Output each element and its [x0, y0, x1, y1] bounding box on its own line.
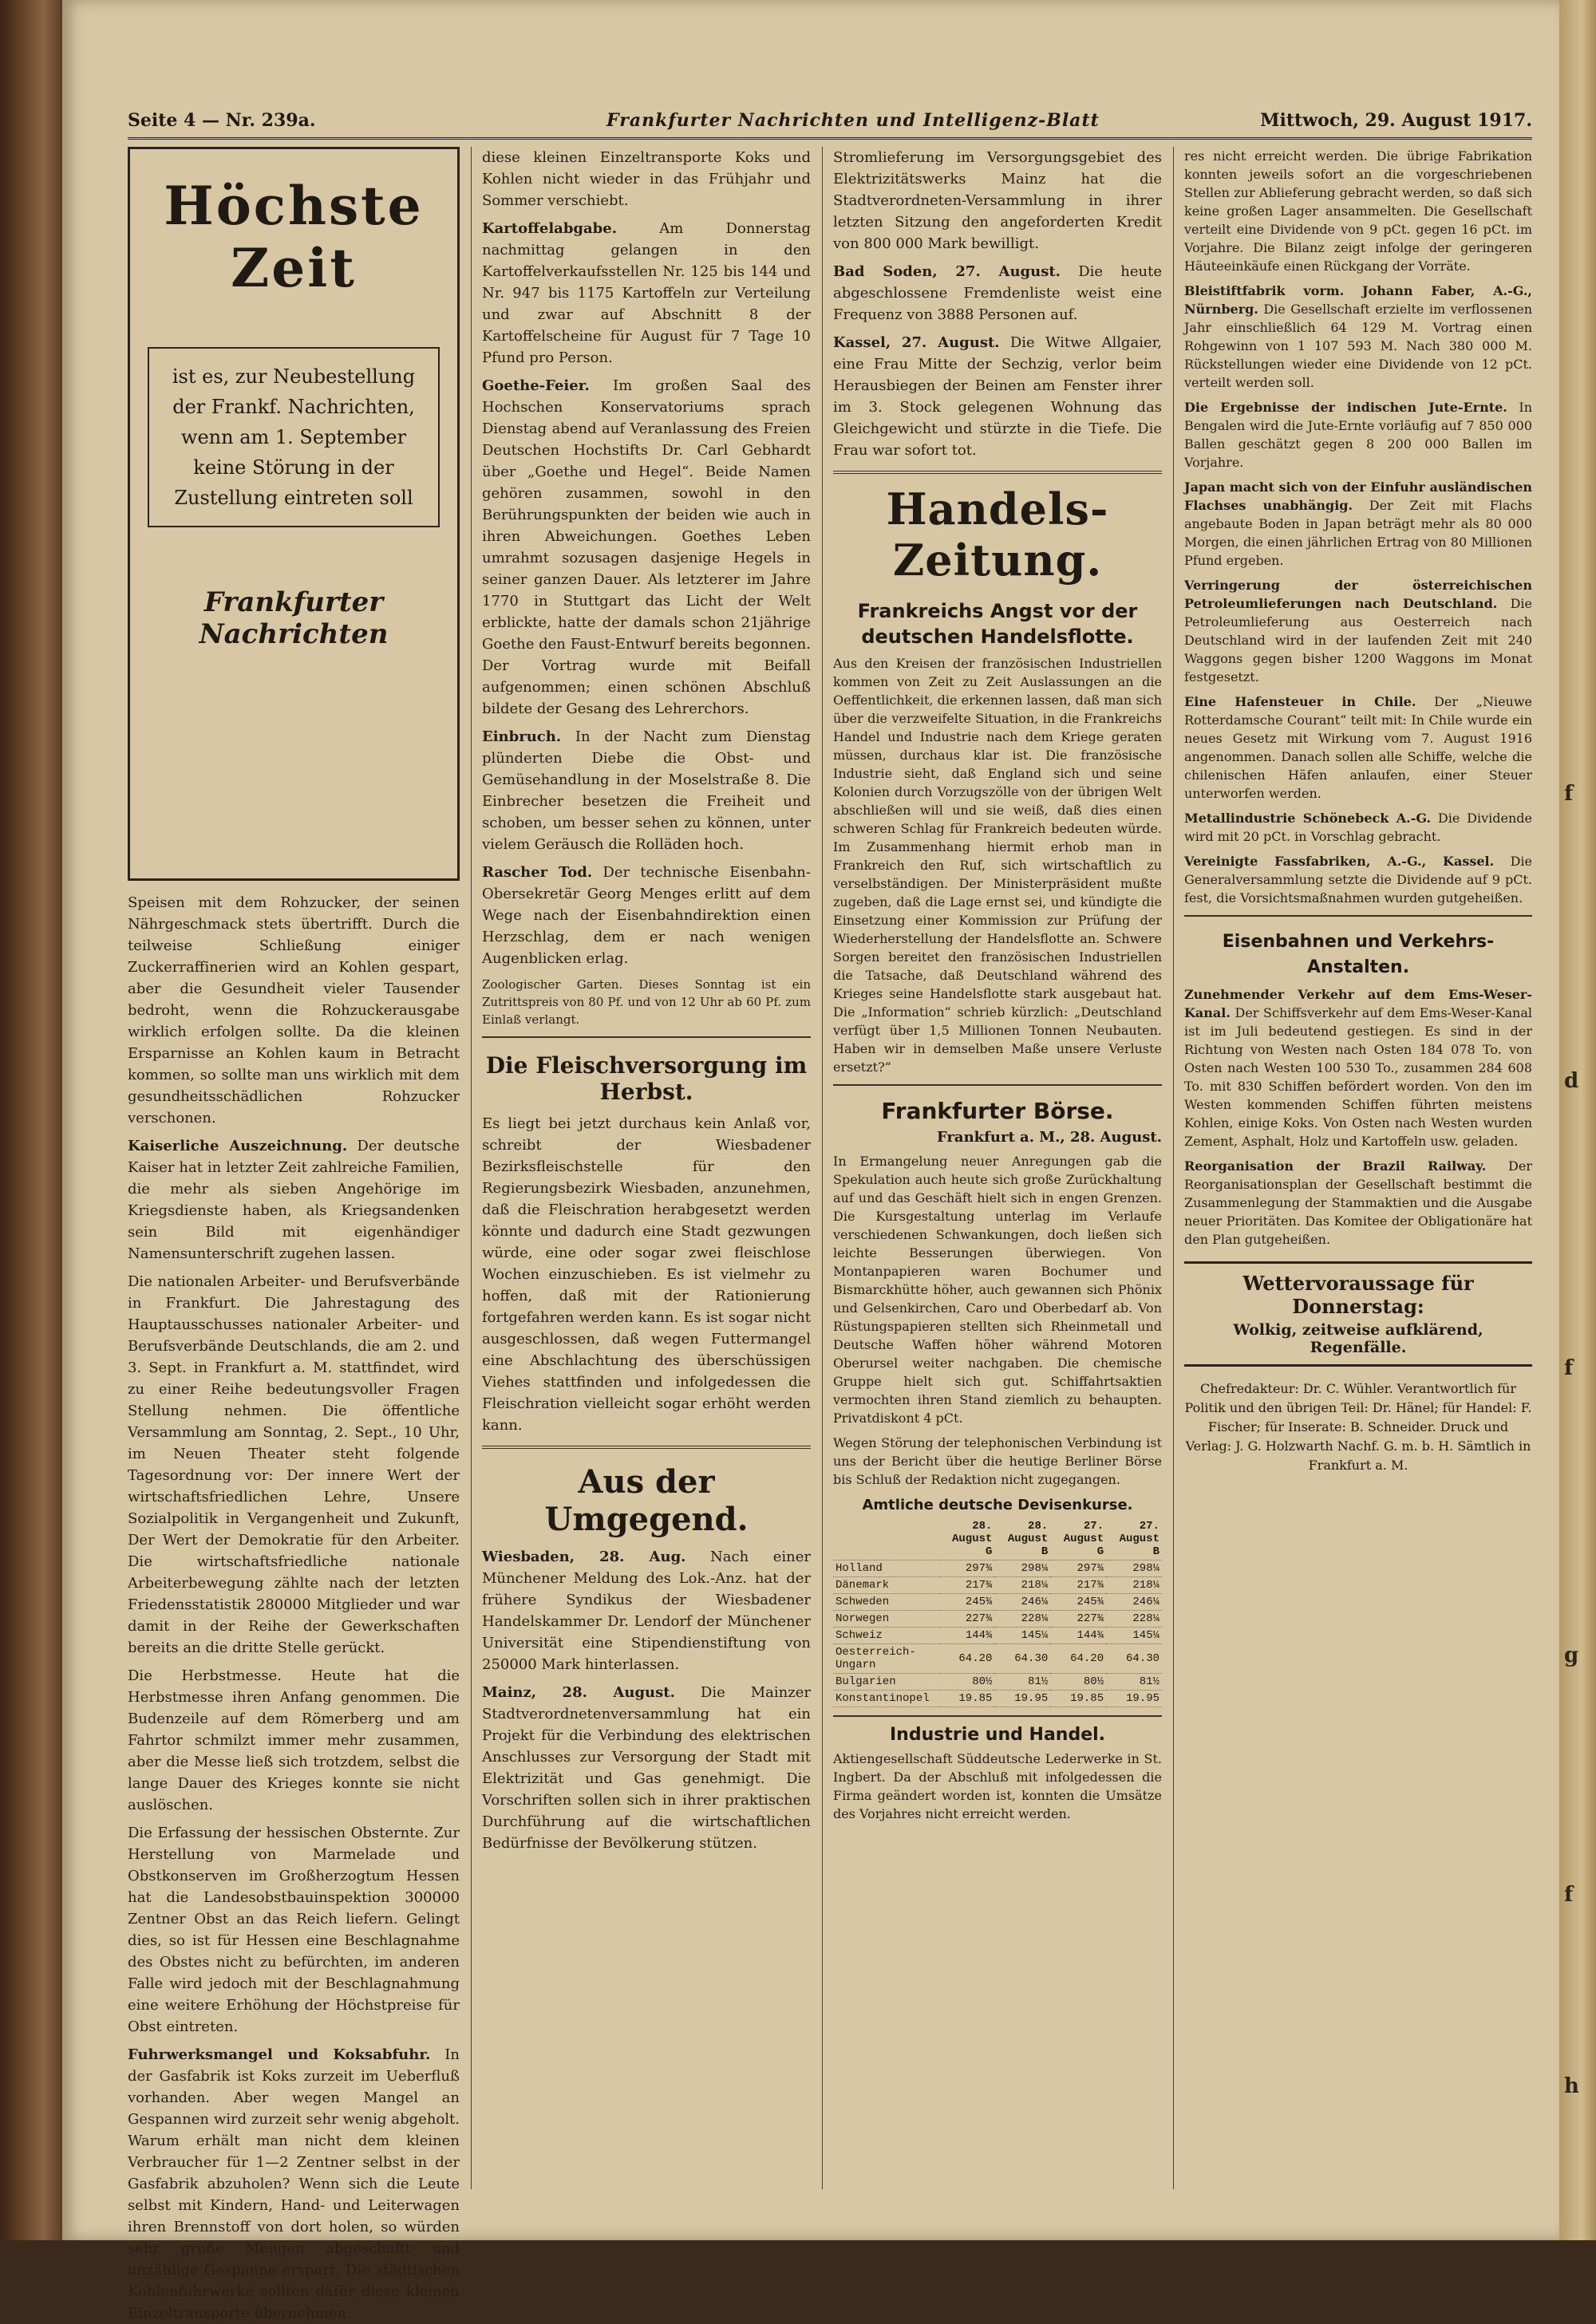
paragraph-text: Der deutsche Kaiser hat in letzter Zeit zahlreiche Familien, die mehr als sieben Angehörige im Kriegsdienste haben, als Kriegsandenken sein Bild mit eigenhändiger Namensunterschrift zugehen lassen. — [128, 1138, 460, 1262]
table-cell: 297¾ — [1050, 1561, 1106, 1577]
article-paragraph: Wegen Störung der telephonischen Verbindung ist uns der Bericht über die heutige Berliner Börse bis Schluß der Redaktion nicht zugegangen. — [833, 1435, 1162, 1487]
weather-forecast — [1184, 1261, 1532, 1367]
runin-heading: Bleistiftfabrik vorm. Johann Faber, A.-G., Nürnberg. — [1184, 283, 1532, 317]
table-cell: 228¼ — [994, 1611, 1050, 1628]
divider — [833, 471, 1162, 474]
paragraph-text: Die Gesellschaft erzielte im verflossenen Jahr einschließlich 64 129 M. Vortrag einen Rohgewinn von 1 107 593 M. Nach 380 000 M. Rückstellungen wieder eine Dividende von 12 pCt. verteilt werden soll. — [1184, 302, 1532, 390]
imprint: Chefredakteur: Dr. C. Wühler. Verantwortlich für Politik und den übrigen Teil: Dr. Hänel; für Handel: F. Fischer; für Inserate: B. Schneider. Druck und Verlag: J. G. Holzwarth Nachf. G. m. b. H. Sämtlich in Frankfurt a. M. — [1184, 1381, 1532, 1473]
article-headline: Eisenbahnen und Verkehrs-Anstalten. — [1222, 932, 1495, 977]
table-cell: 217¾ — [939, 1577, 995, 1594]
weather-title: Wettervoraussage für Donnerstag: — [1242, 1272, 1474, 1318]
runin-heading: Metallindustrie Schönebeck A.-G. — [1184, 811, 1432, 826]
article-paragraph — [128, 1135, 460, 1265]
runin-heading: Kaiserliche Auszeichnung. — [128, 1138, 348, 1154]
paragraph-text: Der „Nieuwe Rotterdamsche Courant“ teilt mit: In Chile wurde ein neues Gesetz mit Wirkung vom 7. August 1916 angenommen. Danach sollen alle Schiffe, welche die chilenischen Häfen anlaufen, einer Steuer unterworfen werden. — [1184, 694, 1533, 801]
paragraph-text: Die Dividende wird mit 20 pCt. in Vorschlag gebracht. — [1184, 811, 1532, 844]
table-row — [833, 1577, 1162, 1594]
column-header: 28. August B — [994, 1518, 1050, 1561]
article-paragraph: In Ermangelung neuer Anregungen gab die Spekulation auch heute sich große Zurückhaltung auf und das Geschäft hielt sich in engen Grenzen. Die Kursgestaltung unterlag im Verlaufe verschiedenen Schwankungen, doch ließen sich leichte Besserungen überwiegen. Von Montanpapieren waren Bochumer und Bismarckhütte höher, auch gewannen sich Phönix und Gelsenkirchen, Caro und Oberbedarf ab. Von Rüstungspapieren stellten sich Rheinmetall und Deutsche Waffen höher während Motoren Oberursel weiter nachgaben. Die chemische Gruppe hielt sich gut. Schiffahrtsaktien vermochten ihren Stand ziemlich zu behaupten. Privatdiskont 4 pCt. — [833, 1154, 1162, 1426]
article-paragraph: Stromlieferung im Versorgungsgebiet des Elektrizitätswerks Mainz hat die Stadtverordneten-Versammlung in ihrer letzten Sitzung den angeforderten Kredit von 800 000 Mark bewilligt. — [833, 149, 1162, 252]
runin-heading: Kassel, 27. August. — [833, 334, 1000, 351]
column-3 — [833, 147, 1162, 2189]
paragraph-text: Der technische Eisenbahn-Obersekretär Georg Menges erlitt auf dem Wege nach der Eisenbahndirektion einen Herzschlag, dem er nach wenigen Augenblicken erlag. — [482, 864, 811, 967]
article-headline: Frankreichs Angst vor der deutschen Handelsflotte. — [857, 600, 1138, 648]
book-spine — [0, 0, 62, 2240]
table-cell: 64.30 — [994, 1644, 1050, 1674]
issue-date: Mittwoch, 29. August 1917. — [1260, 110, 1532, 131]
table-cell: Norwegen — [833, 1611, 939, 1628]
exchange-rate-table — [833, 1518, 1162, 1707]
article-paragraph: Aus den Kreisen der französischen Industriellen kommen von Zeit zu Zeit Auslassungen an die Oeffentlichkeit, die erkennen lassen, daß man sich über die verzweifelte Situation, in die Frankreichs Handel und Industrie nach dem Kriege geraten müssen, durchaus klar ist. Die französische Industrie sieht, daß England sich und seine Kolonien durch Vorzugszölle von der übrigen Welt abschließen will und sie weiß, daß dies einen schweren Schlag für Frankreich bedeuten würde. Im Zusammenhang hiermit erhob man in Frankreich den Ruf, sich wirtschaftlich zu verselbständigen. Der Ministerpräsident mußte zugeben, daß die Lage ernst sei, und kündigte die Einsetzung einer Kommission zur Prüfung der Wiederherstellung der Handelsflotte an. Schwere Sorgen bereitet den französischen Industriellen die Tatsache, daß Deutschland während des Krieges seine Handelsflotte stark ausgebaut hat. Die „Information“ schrieb kürzlich: „Deutschland verfügt über 1,5 Millionen Tonnen Neubauten. Haben wir in demselben Maße unsere Verluste ersetzt?“ — [833, 656, 1162, 1075]
table-cell: 64.20 — [939, 1644, 995, 1674]
runin-heading: Kartoffelabgabe. — [482, 220, 617, 237]
notice-title: Höchste Zeit — [164, 175, 424, 299]
runin-heading: Goethe-Feier. — [482, 377, 590, 394]
notice-brand: Frankfurter Nachrichten — [199, 586, 389, 650]
running-head — [128, 109, 1532, 140]
runin-heading: Bad Soden, 27. August. — [833, 263, 1061, 280]
article-headline: Die Fleischversorgung im Herbst. — [485, 1052, 808, 1105]
table-cell: 228¼ — [1106, 1611, 1162, 1628]
paragraph-text: Am Donnerstag nachmittag gelangen in den Kartoffelverkaufsstellen Nr. 125 bis 144 und Nr. 947 bis 1175 Kartoffeln zur Verteilung und zwar auf Abschnitt 8 der Kartoffelscheine für August für 7 Tage 10 Pfund pro Person. — [482, 220, 811, 366]
section-heading: Handels-Zeitung. — [886, 483, 1109, 586]
table-cell: 246¼ — [1106, 1594, 1162, 1611]
table-cell: 227¾ — [1050, 1611, 1106, 1628]
paragraph-text: Der Schiffsverkehr auf dem Ems-Weser-Kanal ist im Juli bedeutend gestiegen. Es sind in der Richtung von Westen nach Osten 184 078 To. von Osten nach Westen 100 530 To., zusammen 284 608 To. mit 830 Schiffen befördert worden. Von den im Westen kommenden Schiffen führten meistens Kohlen, einige Koks. Von Osten nach Westen wurden Zement, Asphalt, Holz und Kartoffeln usw. geladen. — [1184, 1005, 1532, 1149]
table-cell: 64.30 — [1106, 1644, 1162, 1674]
paragraph-text: Die Witwe Allgaier, eine Frau Mitte der Sechzig, verlor beim Herausbiegen der Beinen am Fenster ihrer im 3. Stock gelegenen Wohnung das Gleichgewicht und stürzte in die Tiefe. Die Frau war sofort tot. — [833, 334, 1162, 459]
article-paragraph — [482, 1682, 811, 1854]
runin-heading: Wiesbaden, 28. Aug. — [482, 1549, 686, 1565]
divider — [833, 1715, 1162, 1717]
column-4 — [1184, 147, 1532, 2189]
article-paragraph: Es liegt bei jetzt durchaus kein Anlaß vor, schreibt der Wiesbadener Bezirksfleischstelle für den Regierungsbezirk Wiesbaden, anzunehmen, daß die Fleischration herabgesetzt werden könnte und dadurch eine Stadt gezwungen würde, eine oder sogar zwei fleischlose Wochen einzuschieben. Es ist vielmehr zu hoffen, daß mit der Rationierung fortgefahren werden kann. Es ist sogar nicht ausgeschlossen, daß wegen Futtermangel eine Abschlachtung des überschüssigen Viehes stattfinden und infolgedessen die Fleischration vielleicht sogar erhöht werden kann. — [482, 1115, 811, 1434]
article-paragraph — [482, 726, 811, 855]
article-paragraph — [833, 261, 1162, 326]
runin-heading: Mainz, 28. August. — [482, 1684, 675, 1701]
column-rule — [1173, 147, 1174, 2189]
article-paragraph — [1184, 478, 1532, 570]
edge-letter: h — [1564, 2074, 1579, 2098]
masthead-title: Frankfurter Nachrichten und Intelligenz-Blatt — [606, 110, 1100, 131]
article-paragraph: diese kleinen Einzeltransporte Koks und Kohlen nicht wieder in das Frühjahr und Sommer verschiebt. — [482, 149, 811, 209]
table-cell: Dänemark — [833, 1577, 939, 1594]
subscription-notice — [128, 147, 460, 881]
article-paragraph — [1184, 852, 1532, 907]
runin-heading: Verringerung der österreichischen Petroleumlieferungen nach Deutschland. — [1184, 578, 1532, 611]
column-header: 28. August G — [939, 1518, 995, 1561]
page-number: Seite 4 — Nr. 239a. — [128, 110, 316, 131]
article-paragraph — [482, 218, 811, 369]
table-cell: 297¾ — [939, 1561, 995, 1577]
table-cell: 80½ — [939, 1674, 995, 1691]
article-paragraph — [1184, 576, 1532, 686]
table-cell: 80½ — [1050, 1674, 1106, 1691]
paragraph-text: Die Generalversammlung setzte die Dividende auf 9 pCt. fest, die Vorsichtsmaßnahmen wurden gutgeheißen. — [1184, 854, 1533, 906]
table-cell: Schweden — [833, 1594, 939, 1611]
table-cell: 145¼ — [1106, 1628, 1162, 1644]
runin-heading: Japan macht sich von der Einfuhr ausländischen Flachses unabhängig. — [1184, 479, 1532, 513]
article-paragraph: Zoologischer Garten. Dieses Sonntag ist ein Zutrittspreis von 80 Pf. und von 12 Uhr ab 60 Pf. zum Einlaß verlangt. — [482, 977, 811, 1027]
article-paragraph — [482, 862, 811, 969]
article-headline: Frankfurter Börse. — [881, 1098, 1114, 1124]
table-cell: 227¾ — [939, 1611, 995, 1628]
article-paragraph — [1184, 985, 1532, 1150]
article-paragraph — [482, 1546, 811, 1675]
table-cell: 245¾ — [939, 1594, 995, 1611]
edge-letter: f — [1564, 782, 1574, 806]
table-cell: 298¼ — [1106, 1561, 1162, 1577]
column-header: 27. August B — [1106, 1518, 1162, 1561]
edge-letter: g — [1564, 1643, 1579, 1667]
paragraph-text: Der Zeit mit Flachs angebaute Boden in Japan beträgt mehr als 80 000 Morgen, die einen jährlichen Ertrag von 80 Millionen Pfund ergeben. — [1184, 498, 1532, 568]
table-cell: 144¾ — [1050, 1628, 1106, 1644]
column-rule — [822, 147, 823, 2189]
table-cell: 19.95 — [994, 1691, 1050, 1707]
edge-letter: d — [1564, 1069, 1579, 1093]
paragraph-text: Die Petroleumlieferung aus Oesterreich nach Deutschland wird in der laufenden Zeit mit 240 Waggons gegen bisher 1200 Waggons im Monat festgesetzt. — [1184, 596, 1532, 685]
table-cell: 81½ — [1106, 1674, 1162, 1691]
table-cell: 64.20 — [1050, 1644, 1106, 1674]
table-cell: 246¼ — [994, 1594, 1050, 1611]
notice-body: ist es, zur Neubestellung der Frankf. Nachrichten, wenn am 1. September keine Störung in der Zustellung eintreten soll — [148, 347, 440, 527]
paragraph-text: In Bengalen wird die Jute-Ernte vorläufig auf 7 850 000 Ballen geschätzt gegen 8 200 000 Ballen im Vorjahre. — [1184, 400, 1533, 470]
paragraph-text: Der Reorganisationsplan der Gesellschaft bestimmt die Zusammenlegung der Stammaktien und die Ausgabe neuer Prioritäten. Das Komitee der Obligationäre hat den Plan gutgeheißen. — [1184, 1158, 1532, 1247]
table-cell: 19.85 — [939, 1691, 995, 1707]
table-cell: Schweiz — [833, 1628, 939, 1644]
weather-text: Wolkig, zeitweise aufklärend, Regenfälle. — [1233, 1321, 1483, 1356]
article-headline: Industrie und Handel. — [889, 1725, 1106, 1745]
column-2 — [482, 147, 811, 2189]
paragraph-text: In der Nacht zum Dienstag plünderten Diebe die Obst- und Gemüsehandlung in der Moselstraße 8. Die Einbrecher besetzen die Freiheit und schoben, um besser sehen zu können, unter vielem Geräusch die Rolläden hoch. — [482, 728, 811, 853]
paragraph-text: Nach einer Münchener Meldung des Lok.-Anz. hat der frühere Syndikus der Wiesbadener Handelskammer Dr. Lendorf der Münchener Universität eine Stipendienstiftung von 250000 Mark hinterlassen. — [482, 1549, 811, 1673]
divider — [482, 1036, 811, 1038]
article-paragraph: Aktiengesellschaft Süddeutsche Lederwerke in St. Ingbert. Da der Abschluß mit infolgedessen die Firma geändert worden ist, konnten die Umsätze des Vorjahres nicht erreicht werden. — [833, 1751, 1162, 1821]
runin-heading: Einbruch. — [482, 728, 562, 745]
column-1 — [128, 147, 460, 2322]
edge-letter: f — [1564, 1356, 1574, 1380]
article-paragraph — [1184, 398, 1532, 472]
runin-heading: Eine Hafensteuer in Chile. — [1184, 694, 1416, 709]
table-cell: 144¾ — [939, 1628, 995, 1644]
article-paragraph — [128, 2044, 460, 2324]
divider — [1184, 915, 1532, 917]
divider — [482, 1446, 811, 1449]
article-paragraph: Speisen mit dem Rohzucker, der seinen Nährgeschmack stets übertrifft. Durch die teilweise Schließung einiger Zuckerraffinerien wird an Kohlen gespart, aber die Gesundheit vieler Tausender bedroht, wenn die Rohzuckerausgabe wirklich erfolgen sollte. Da die kleinen Ersparnisse an Kohlen kaum in Betracht kommen, so sollte man uns wirklich mit dem gesundheitsschädlichen Rohzucker verschonen. — [128, 894, 460, 1126]
paragraph-text: Die heute abgeschlossene Fremdenliste weist eine Frequenz von 3888 Personen auf. — [833, 263, 1162, 323]
table-cell: 19.85 — [1050, 1691, 1106, 1707]
table-cell: Konstantinopel — [833, 1691, 939, 1707]
table-cell: 218¼ — [1106, 1577, 1162, 1594]
table-cell: Oesterreich-Ungarn — [833, 1644, 939, 1674]
table-cell: Holland — [833, 1561, 939, 1577]
table-cell: 217¾ — [1050, 1577, 1106, 1594]
article-paragraph — [1184, 282, 1532, 392]
article-paragraph: res nicht erreicht werden. Die übrige Fabrikation konnten jeweils sofort an die vorgeschriebenen Stellen zur Ablieferung gebracht werden, so daß sich keine großen Lager ansammelten. Die Gesellschaft verteilt eine Dividende von 9 pCt. gegen 16 pCt. im Vorjahre. Die Bilanz zeigt infolge der geringeren Häuteeinkäufe einen Rückgang der Vorräte. — [1184, 148, 1532, 274]
paragraph-text: Die Mainzer Stadtverordnetenversammlung hat ein Projekt für die Verbindung des elektrischen Anschlusses zur Versorgung der Stadt mit Elektrizität und Gas genehmigt. Die Vorschriften sollen sich in ihrer praktischen Durchführung auf die wirtschaftlichen Bedürfnisse der Bevölkerung stützen. — [482, 1684, 811, 1852]
runin-heading: Die Ergebnisse der indischen Jute-Ernte. — [1184, 400, 1507, 415]
table-row — [833, 1691, 1162, 1707]
edge-letter: f — [1564, 1883, 1574, 1907]
runin-heading: Fuhrwerksmangel und Koksabfuhr. — [128, 2046, 431, 2063]
article-paragraph — [833, 332, 1162, 461]
table-row — [833, 1594, 1162, 1611]
table-row — [833, 1644, 1162, 1674]
table-cell: 81½ — [994, 1674, 1050, 1691]
table-row — [833, 1561, 1162, 1577]
table-cell: 298¼ — [994, 1561, 1050, 1577]
article-paragraph: Die Erfassung der hessischen Obsternte. Zur Herstellung von Marmelade und Obstkonserven im Großherzogtum Hessen hat die Landesobstbauinspektion 300000 Zentner Obst an das Reich liefern. Gelingt dies, so ist für Hessen eine Beschlagnahme des Obstes nicht zu befürchten, im anderen Falle wird jedoch mit der Beschlagnahmung eine weitere Erhöhung der Höchstpreise für Obst eintreten. — [128, 1825, 460, 2035]
runin-heading: Rascher Tod. — [482, 864, 593, 881]
article-paragraph — [1184, 1157, 1532, 1249]
column-header: 27. August G — [1050, 1518, 1106, 1561]
table-header-row — [833, 1518, 1162, 1561]
runin-heading: Vereinigte Fassfabriken, A.-G., Kassel. — [1184, 854, 1495, 869]
table-cell: 19.95 — [1106, 1691, 1162, 1707]
table-cell: Bulgarien — [833, 1674, 939, 1691]
table-row — [833, 1628, 1162, 1644]
paragraph-text: In der Gasfabrik ist Koks zurzeit im Ueberfluß vorhanden. Aber wegen Mangel an Gespannen wird zurzeit sehr wenig abgeholt. Warum erhält man nicht dem kleinen Verbraucher für 1—2 Zentner selbst in der Gasfabrik abzuholen? Wenn sich die Leute selbst mit Kindern, Hand- und Leiterwagen ihren Brennstoff von dort holen, so würden sehr große Mengen abgeschafft und unzählige Gespanne erspart. Die städtischen Kohlenfuhrwerke sollten dafür diese kleinen Einzeltransporte übernehmen. — [128, 2046, 460, 2322]
divider — [833, 1084, 1162, 1086]
runin-heading: Zunehmender Verkehr auf dem Ems-Weser-Kanal. — [1184, 987, 1532, 1020]
dateline: Frankfurt a. M., 28. August. — [936, 1129, 1162, 1146]
table-row — [833, 1611, 1162, 1628]
article-paragraph: Die nationalen Arbeiter- und Berufsverbände in Frankfurt. Die Jahrestagung des Hauptausschusses nationaler Arbeiter- und Berufsverbände Deutschlands, die am 2. und 3. Sept. in Frankfurt a. M. stattfindet, wird zu einer Reihe bedeutungsvoller Fragen Stellung nehmen. Die öffentliche Versammlung am Sonntag, 2. Sept., 10 Uhr, im Neuen Theater steht folgende Tagesordnung vor: Der innere Wert der wirtschaftsfriedlichen Lehre, Unsere Sozialpolitik in Vergangenheit und Zukunft, Der Wert der Demokratie für den Arbeiter. Die wirtschaftsfriedliche nationale Arbeiterbewegung zählte nach der letzten Friedensstatistik 280000 Mitglieder und war damit in der Reihe der Gewerkschaften bereits an die dritte Stelle gerückt. — [128, 1273, 460, 1656]
table-row — [833, 1674, 1162, 1691]
table-cell: 218¼ — [994, 1577, 1050, 1594]
table-title: Amtliche deutsche Devisenkurse. — [862, 1497, 1133, 1513]
article-paragraph — [482, 375, 811, 720]
next-page-edge — [1559, 0, 1596, 2240]
runin-heading: Reorganisation der Brazil Railway. — [1184, 1158, 1487, 1174]
table-cell: 245¾ — [1050, 1594, 1106, 1611]
column-rule — [471, 147, 472, 2189]
article-paragraph — [1184, 809, 1532, 846]
section-heading: Aus der Umgegend. — [544, 1463, 749, 1538]
table-cell: 145¼ — [994, 1628, 1050, 1644]
paragraph-text: Im großen Saal des Hochschen Konservatoriums sprach Dienstag abend auf Veranlassung des Freien Deutschen Hochstifts Dr. Carl Gebhardt über „Goethe und Hegel“. Beide Namen gehören zusammen, sowohl in den Berührungspunkten der beiden wie auch in ihren Abweichungen. Goethes Leben umrahmt sozusagen dasjenige Hegels in seiner ganzen Dauer. Als letzterer im Jahre 1770 in Stuttgart das Licht der Welt erblickte, hatte der damals schon 21jährige Goethe den Faust-Entwurf bereits begonnen. Der Vortrag wurde mit Beifall aufgenommen; einen schönen Abschluß bildete der Gesang des Lehrerchors. — [482, 377, 811, 717]
article-paragraph: Die Herbstmesse. Heute hat die Herbstmesse ihren Anfang genommen. Die Budenzeile auf dem Römerberg und am Fahrtor schmilzt immer mehr zusammen, aber die Messe ließ sich trotzdem, selbst die lange Dauer des Krieges konnte sie nicht auslöschen. — [128, 1667, 460, 1813]
article-paragraph — [1184, 692, 1532, 803]
column-header — [833, 1518, 939, 1561]
